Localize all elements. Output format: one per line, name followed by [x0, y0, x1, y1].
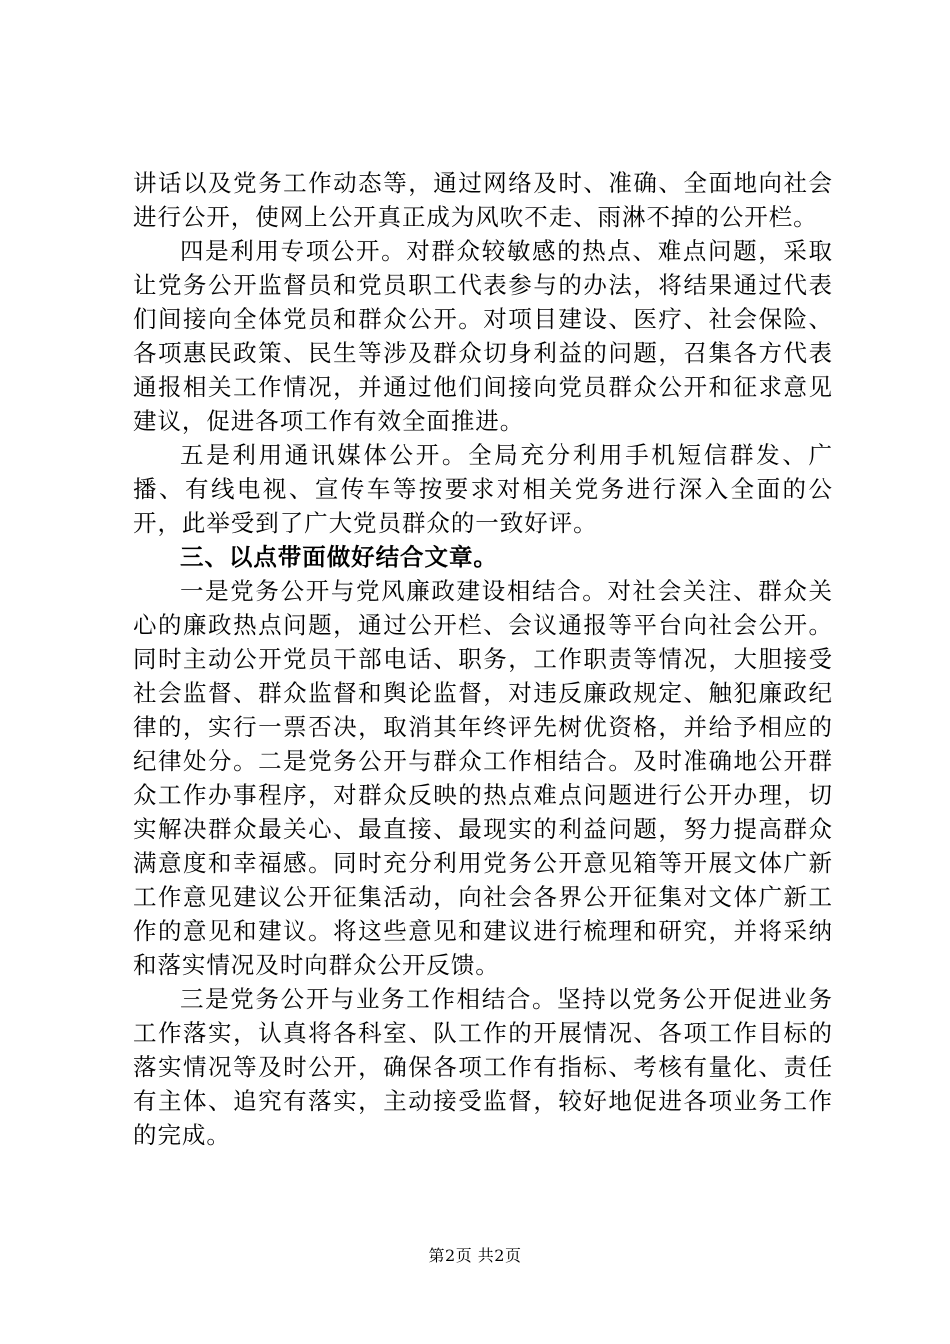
paragraph-continued: 讲话以及党务工作动态等，通过网络及时、准确、全面地向社会进行公开，使网上公开真正成为风吹不走、雨淋不掉的公开栏。 [133, 169, 833, 231]
section-heading: 三、以点带面做好结合文章。 [180, 543, 498, 571]
paragraph-integration-three: 三是党务公开与业务工作相结合。坚持以党务公开促进业务工作落实，认真将各科室、队工作的开展情况、各项工作目标的落实情况等及时公开，确保各项工作有指标、考核有量化、责任有主体、追究有落实，主动接受监督，较好地促进各项业务工作的完成。 [133, 985, 833, 1149]
paragraph-integration-one-two: 一是党务公开与党风廉政建设相结合。对社会关注、群众关心的廉政热点问题，通过公开栏、会议通报等平台向社会公开。同时主动公开党员干部电话、职务，工作职责等情况，大胆接受社会监督、群众监督和舆论监督，对违反廉政规定、触犯廉政纪律的，实行一票否决，取消其年终评先树优资格，并给予相应的纪律处分。二是党务公开与群众工作相结合。及时准确地公开群众工作办事程序，对群众反映的热点难点问题进行公开办理，切实解决群众最关心、最直接、最现实的利益问题，努力提高群众满意度和幸福感。同时充分利用党务公开意见箱等开展文体广新工作意见建议公开征集活动，向社会各界公开征集对文体广新工作的意见和建议。将这些意见和建议进行梳理和研究，并将采纳和落实情况及时向群众公开反馈。 [133, 577, 833, 979]
paragraph-special-disclosure: 四是利用专项公开。对群众较敏感的热点、难点问题，采取让党务公开监督员和党员职工代表参与的办法，将结果通过代表们间接向全体党员和群众公开。对项目建设、医疗、社会保险、各项惠民政策、民生等涉及群众切身利益的问题，召集各方代表通报相关工作情况，并通过他们间接向党员群众公开和征求意见建议，促进各项工作有效全面推进。 [133, 237, 833, 435]
document-body [133, 166, 833, 1152]
page-footer: 第2页 共2页 [428, 1246, 522, 1265]
paragraph-media-disclosure: 五是利用通讯媒体公开。全局充分利用手机短信群发、广播、有线电视、宣传车等按要求对相关党务进行深入全面的公开，此举受到了广大党员群众的一致好评。 [133, 441, 833, 537]
